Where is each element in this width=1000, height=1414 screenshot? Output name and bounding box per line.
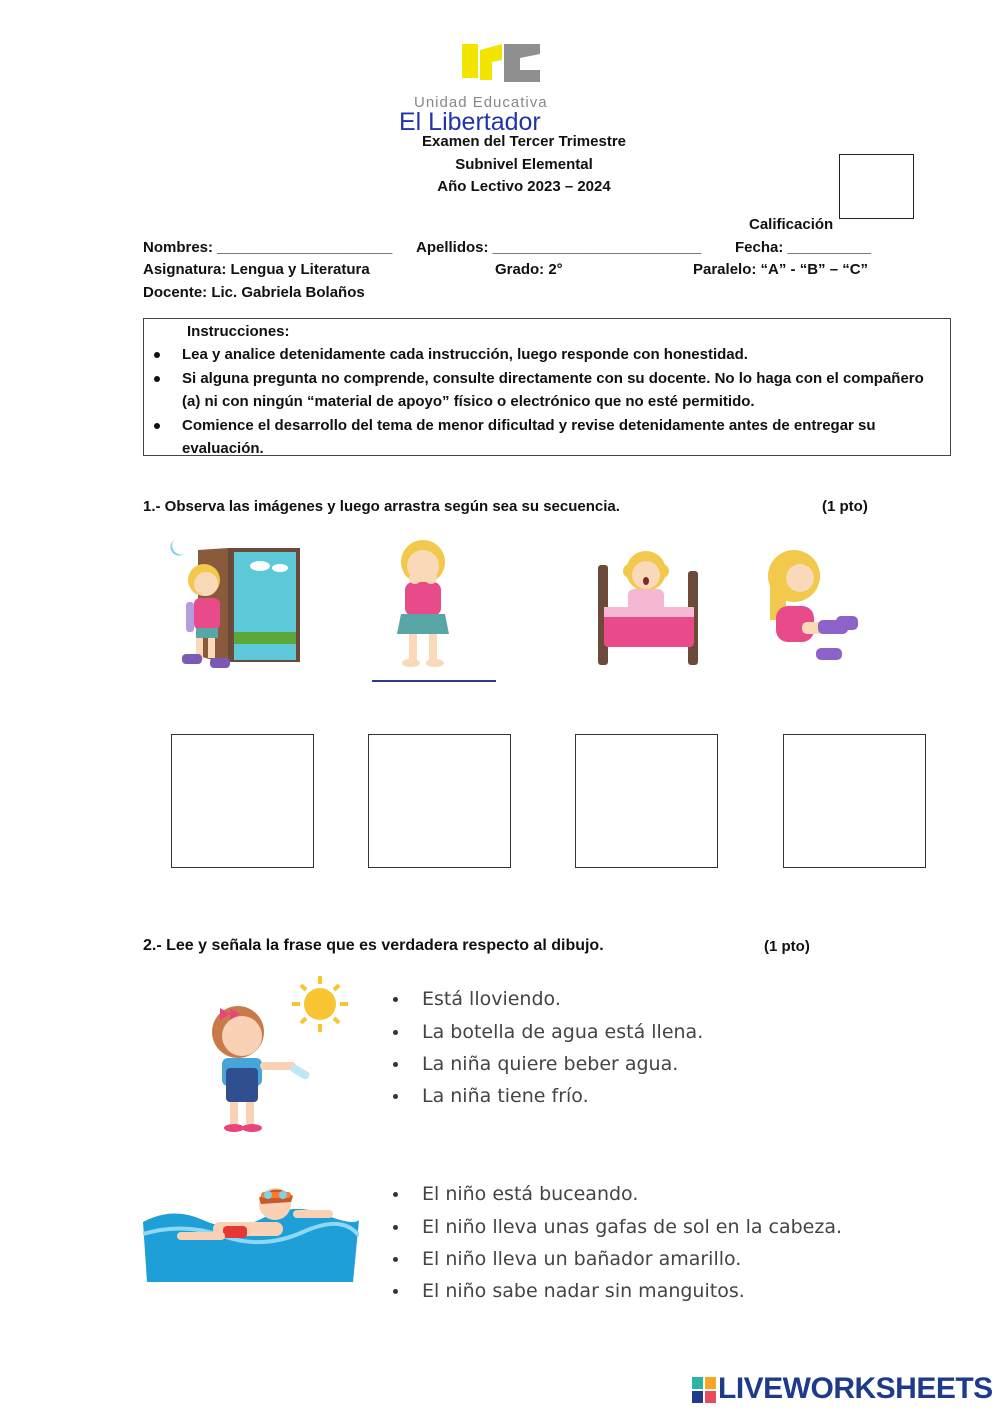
bullet-icon: [393, 1094, 398, 1099]
q2-points: (1 pto): [764, 938, 810, 955]
bullet-icon: [393, 1192, 398, 1197]
grade-box[interactable]: [839, 154, 914, 219]
instruction-item: Lea y analice detenidamente cada instrucción, luego responde con honestidad.: [144, 343, 938, 366]
school-year: Año Lectivo 2023 – 2024: [437, 178, 611, 195]
q2-group2-option-2[interactable]: El niño lleva unas gafas de sol en la cabeza.: [393, 1216, 842, 1238]
drop-box-3[interactable]: [575, 734, 718, 868]
q2-title: 2.- Lee y señala la frase que es verdadera respecto al dibujo.: [143, 937, 604, 954]
footer-brand[interactable]: LIVEWORKSHEETS: [718, 1372, 993, 1405]
q2-group2-option-4[interactable]: El niño sabe nadar sin manguitos.: [393, 1280, 745, 1302]
exam-subtitle: Subnivel Elemental: [455, 156, 593, 173]
girl-waking-in-bed-image[interactable]: [596, 545, 720, 669]
swimming-boy-image: [143, 1182, 359, 1286]
logo-line1: Unidad Educativa: [414, 94, 548, 111]
girl-putting-on-shoes-image[interactable]: [762, 536, 868, 664]
bullet-icon: [393, 1289, 398, 1294]
bullet-icon: [393, 997, 398, 1002]
q2-group1-option-2[interactable]: La botella de agua está llena.: [393, 1021, 703, 1043]
grade-label: Calificación: [749, 216, 834, 233]
instructions-title: Instrucciones:: [187, 323, 290, 340]
q2-group1-option-3[interactable]: La niña quiere beber agua.: [393, 1053, 678, 1075]
q1-title: 1.- Observa las imágenes y luego arrastra según sea su secuencia.: [143, 498, 620, 515]
q1-points: (1 pto): [822, 498, 868, 515]
instruction-item: Si alguna pregunta no comprende, consulte directamente con su docente. No lo haga con el compañero (a) ni con ningún “material de apoyo” físico o electrónico que no esté permitido.: [144, 367, 938, 413]
q2-group2-option-1[interactable]: El niño está buceando.: [393, 1183, 638, 1205]
drop-box-4[interactable]: [783, 734, 926, 868]
docente-text: Docente: Lic. Gabriela Bolaños: [143, 284, 365, 301]
instructions-box: [143, 318, 951, 456]
q2-group1-option-1[interactable]: Está lloviendo.: [393, 988, 561, 1010]
grado-text: Grado: 2°: [495, 261, 563, 278]
q2-group1-option-4[interactable]: La niña tiene frío.: [393, 1085, 589, 1107]
instruction-item: Comience el desarrollo del tema de menor dificultad y revise detenidamente antes de entregar su evaluación.: [144, 414, 938, 460]
instructions-list: [144, 343, 950, 460]
bullet-icon: [393, 1225, 398, 1230]
girl-leaving-door-image[interactable]: [168, 536, 304, 674]
logo-line2: El Libertador: [399, 108, 541, 136]
thirsty-girl-image: [200, 972, 360, 1136]
q1-underline: [372, 680, 496, 682]
bullet-icon: [393, 1257, 398, 1262]
apellidos-field[interactable]: Apellidos: _________________________: [416, 239, 702, 256]
drop-box-1[interactable]: [171, 734, 314, 868]
fecha-field[interactable]: Fecha: __________: [735, 239, 871, 256]
bullet-icon: [393, 1062, 398, 1067]
exam-title: Examen del Tercer Trimestre: [422, 133, 626, 150]
nombres-field[interactable]: Nombres: _____________________: [143, 239, 393, 256]
liveworksheets-logo-icon: [692, 1377, 716, 1403]
drop-box-2[interactable]: [368, 734, 511, 868]
q2-group2-option-3[interactable]: El niño lleva un bañador amarillo.: [393, 1248, 741, 1270]
paralelo-text: Paralelo: “A” - “B” – “C”: [693, 261, 869, 278]
bullet-icon: [393, 1030, 398, 1035]
asignatura-text: Asignatura: Lengua y Literatura: [143, 261, 370, 278]
girl-yawning-image[interactable]: [385, 538, 461, 670]
sun-icon: [292, 976, 348, 1032]
